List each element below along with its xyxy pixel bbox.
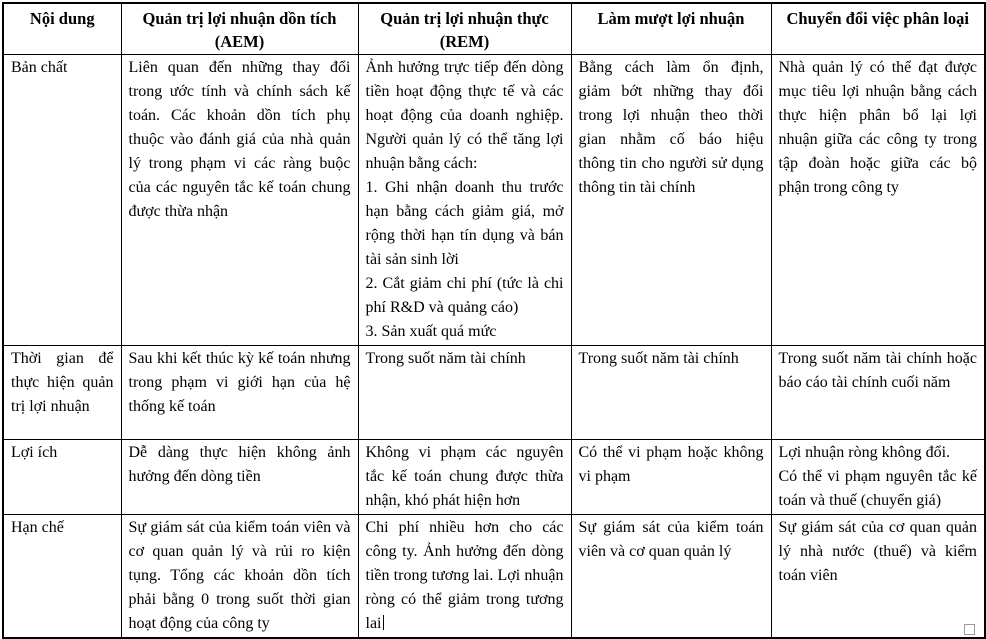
table-cell[interactable] <box>571 55 771 346</box>
table-cell[interactable] <box>771 346 985 440</box>
cell-text: Chi phí nhiều hơn cho các công ty. Ảnh hưởng đến dòng tiền trong tương lai. Lợi nhuận ròng có thể giảm trong tương lai <box>365 519 564 632</box>
cell-paragraph: Trong suốt năm tài chính hoặc báo cáo tài chính cuối năm <box>778 350 977 391</box>
comparison-table <box>2 2 986 639</box>
header-title: Quản trị lợi nhuận thực <box>380 9 549 28</box>
table-row-loi-ich <box>3 440 985 515</box>
cell-paragraph: Trong suốt năm tài chính <box>365 350 526 367</box>
table-cell[interactable] <box>771 515 985 639</box>
header-title: Nội dung <box>29 9 95 28</box>
header-cell-smoothing[interactable] <box>571 3 771 55</box>
header-cell-classification[interactable] <box>771 3 985 55</box>
table-cell[interactable] <box>358 440 571 515</box>
header-row <box>3 3 985 55</box>
header-title: Chuyển đổi việc phân loại <box>786 9 969 28</box>
cell-paragraph: Có thể vi phạm nguyên tắc kế toán và thuế (chuyển giá) <box>778 468 977 509</box>
table-cell[interactable] <box>771 440 985 515</box>
row-label-cell[interactable] <box>3 515 121 639</box>
table-row-han-che <box>3 515 985 639</box>
cell-paragraph: Sự giám sát của kiểm toán viên và cơ quan quản lý <box>578 519 764 560</box>
header-cell-noi-dung[interactable] <box>3 3 121 55</box>
cell-paragraph: Sự giám sát của kiểm toán viên và cơ quan quản lý và rủi ro kiện tụng. Tổng các khoản dồn tích phải bằng 0 trong suốt thời gian hoạt động của công ty <box>128 519 351 632</box>
row-label: Thời gian để thực hiện quản trị lợi nhuận <box>11 350 114 415</box>
cell-paragraph: Sau khi kết thúc kỳ kế toán nhưng trong phạm vi giới hạn của hệ thống kế toán <box>128 350 351 415</box>
table-cell[interactable] <box>771 55 985 346</box>
header-subtitle: (REM) <box>439 32 490 51</box>
cell-paragraph: Liên quan đến những thay đổi trong ước tính và chính sách kế toán. Các khoản dồn tích phụ thuộc vào đánh giá của nhà quản lý trong phạm vi các ràng buộc của các nguyên tắc kế toán chung được thừa nhận <box>128 59 351 220</box>
cell-paragraph: Không vi phạm các nguyên tắc kế toán chung được thừa nhận, khó phát hiện hơn <box>365 444 564 509</box>
table-cell[interactable] <box>358 515 571 639</box>
cell-paragraph: Sự giám sát của cơ quan quản lý nhà nước (thuế) và kiểm toán viên <box>778 519 977 584</box>
row-label: Lợi ích <box>11 444 58 461</box>
row-label-cell[interactable] <box>3 440 121 515</box>
table-cell[interactable] <box>121 515 358 639</box>
cell-paragraph: 1. Ghi nhận doanh thu trước hạn bằng cách giảm giá, mở rộng thời hạn tín dụng và bán tài sản sinh lời <box>365 179 564 268</box>
table-cell[interactable] <box>121 55 358 346</box>
cell-paragraph: Có thể vi phạm hoặc không vi phạm <box>578 444 764 485</box>
table-cell[interactable] <box>121 440 358 515</box>
header-title: Làm mượt lợi nhuận <box>597 9 745 28</box>
header-subtitle: (AEM) <box>214 32 265 51</box>
header-title: Quản trị lợi nhuận dồn tích <box>142 9 337 28</box>
cell-paragraph: Trong suốt năm tài chính <box>578 350 739 367</box>
row-label-cell[interactable] <box>3 346 121 440</box>
row-label: Hạn chế <box>11 519 64 536</box>
table-cell[interactable] <box>121 346 358 440</box>
header-cell-aem[interactable] <box>121 3 358 55</box>
row-label: Bản chất <box>11 59 68 76</box>
header-cell-rem[interactable] <box>358 3 571 55</box>
cell-paragraph: Nhà quản lý có thể đạt được mục tiêu lợi nhuận bằng cách thực hiện phân bổ lại lợi nhuận giữa các công ty trong tập đoàn hoặc giữa các bộ phận trong công ty <box>778 59 977 196</box>
cell-paragraph <box>366 516 564 636</box>
cell-paragraph: Dễ dàng thực hiện không ảnh hưởng đến dòng tiền <box>128 444 351 485</box>
row-label-cell[interactable] <box>3 55 121 346</box>
cell-paragraph: Ảnh hưởng trực tiếp đến dòng tiền hoạt động thực tế và các hoạt động của doanh nghiệp. Người quản lý có thể tăng lợi nhuận bằng cách: <box>365 59 564 172</box>
table-cell[interactable] <box>571 515 771 639</box>
table-row-ban-chat <box>3 55 985 346</box>
text-cursor <box>383 615 385 630</box>
table-cell[interactable] <box>358 346 571 440</box>
cell-paragraph: Bằng cách làm ổn định, giảm bớt những thay đổi trong lợi nhuận theo thời gian nhằm cố báo hiệu thông tin cho người sử dụng thông tin tài chính <box>578 59 764 196</box>
table-row-thoi-gian <box>3 346 985 440</box>
table-cell[interactable] <box>571 440 771 515</box>
cell-paragraph: 3. Sản xuất quá mức <box>365 323 497 340</box>
cell-paragraph: Lợi nhuận ròng không đổi. <box>778 444 951 461</box>
cell-paragraph: 2. Cắt giảm chi phí (tức là chi phí R&D và quảng cáo) <box>365 275 564 316</box>
table-cell[interactable] <box>358 55 571 346</box>
table-cell[interactable] <box>571 346 771 440</box>
